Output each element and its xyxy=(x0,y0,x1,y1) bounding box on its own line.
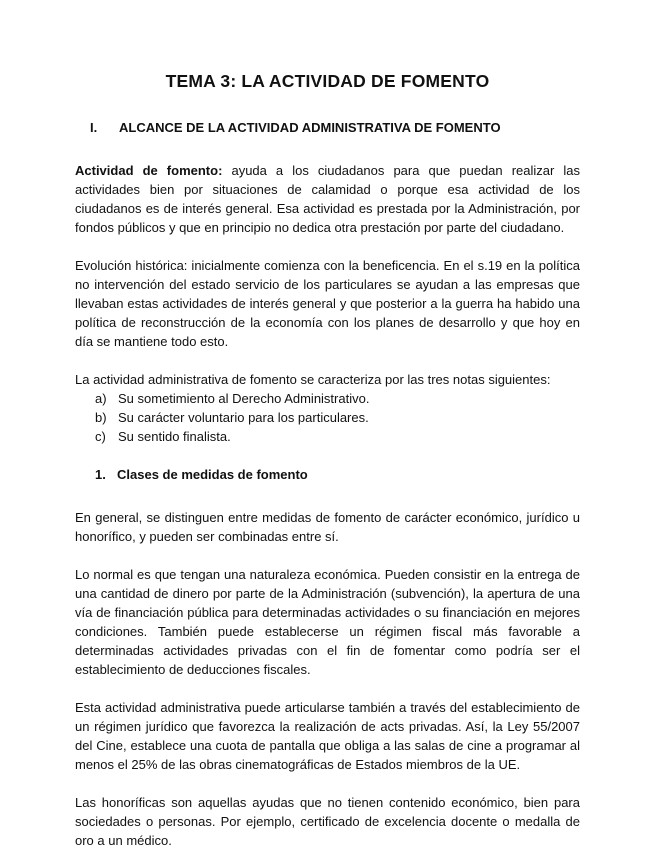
paragraph-fomento-text: ayuda a los ciudadanos para que puedan realizar las actividades bien por situaciones de calamidad o porque esa actividad de los ciudadanos es de interés general. Esa actividad es prestada por la Administración, por fondos públicos y que en principio no dedica otra prestación por parte del ciudadano. xyxy=(75,163,580,235)
list-item xyxy=(75,408,580,427)
list-item-text: Su sometimiento al Derecho Administrativo. xyxy=(118,391,370,406)
paragraph-fomento-lead: Actividad de fomento: xyxy=(75,163,223,178)
list-item xyxy=(75,389,580,408)
paragraph-juridica: Esta actividad administrativa puede articularse también a través del establecimiento de un régimen jurídico que favorezca la realización de acts privadas. Así, la Ley 55/2007 del Cine, establece una cuota de pantalla que obliga a las salas de cine a programar al menos el 25% de las obras cinematográficas de Estados miembros de la UE. xyxy=(75,700,580,772)
paragraph-honorificas: Las honoríficas son aquellas ayudas que no tienen contenido económico, bien para sociedades o personas. Por ejemplo, certificado de excelencia docente o medalla de oro a un médico. xyxy=(75,795,580,848)
paragraph-general: En general, se distinguen entre medidas de fomento de carácter económico, jurídico u honorífico, y pueden ser combinadas entre sí. xyxy=(75,510,580,544)
list-item-text: Su sentido finalista. xyxy=(118,429,231,444)
document-title: TEMA 3: LA ACTIVIDAD DE FOMENTO xyxy=(165,71,490,91)
list-intro: La actividad administrativa de fomento se caracteriza por las tres notas siguientes: xyxy=(75,372,551,387)
paragraph-economica: Lo normal es que tengan una naturaleza económica. Pueden consistir en la entrega de una cantidad de dinero por parte de la Administración (subvención), la apertura de una vía de financiación pública para determinadas actividades o su financiación en mejores condiciones. También puede establecerse un régimen fiscal más favorable a determinadas actividades privadas con el fin de fomentar como podría ser el establecimiento de deducciones fiscales. xyxy=(75,567,580,677)
paragraph-evolucion: Evolución histórica: inicialmente comienza con la beneficencia. En el s.19 en la política no intervención del estado servicio de los particulares se ayudan a las empresas que llevaban estas actividades de interés general y que posterior a la guerra ha habido una política de reconstrucción de la economía con los planes de desarrollo y que hoy en día se mantiene todo esto. xyxy=(75,258,580,349)
characteristics-list xyxy=(75,370,580,446)
paragraph-fomento xyxy=(75,161,580,237)
list-item xyxy=(75,427,580,446)
list-item-marker: b) xyxy=(95,410,107,425)
list-item-marker: c) xyxy=(95,429,106,444)
section-heading-numeral: I. xyxy=(90,120,98,135)
list-item-marker: a) xyxy=(95,391,107,406)
subsection-heading-text: Clases de medidas de fomento xyxy=(117,467,308,482)
section-heading xyxy=(75,118,580,137)
subsection-heading xyxy=(75,465,580,484)
section-heading-text: ALCANCE DE LA ACTIVIDAD ADMINISTRATIVA DE FOMENTO xyxy=(119,120,501,135)
list-item-text: Su carácter voluntario para los particulares. xyxy=(118,410,369,425)
subsection-heading-numeral: 1. xyxy=(95,467,106,482)
